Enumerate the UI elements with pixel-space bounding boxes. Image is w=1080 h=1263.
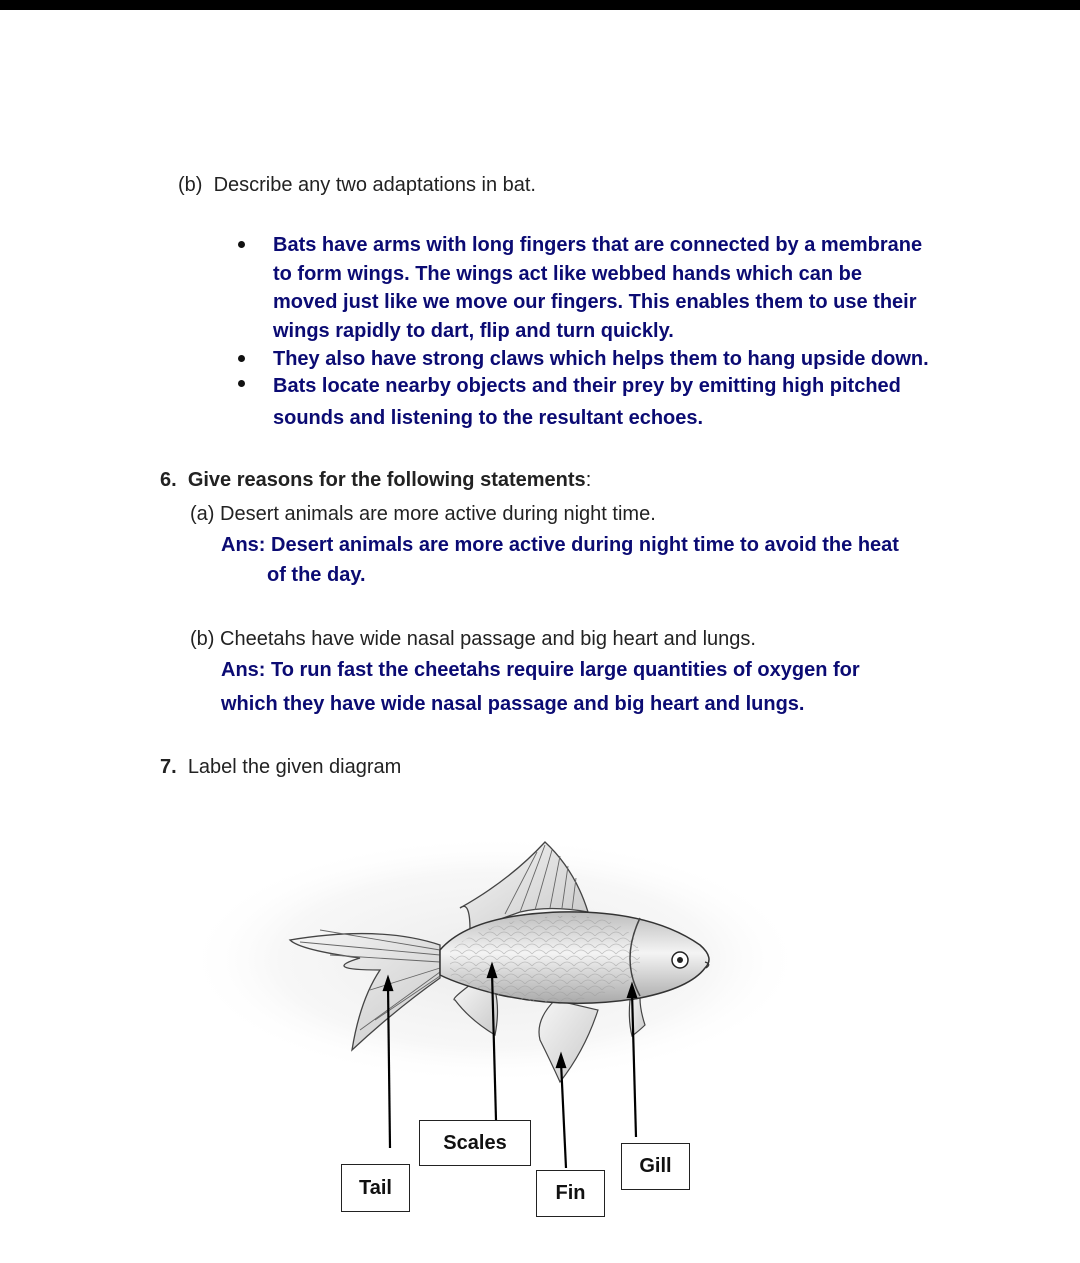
label-fin: Fin xyxy=(536,1170,605,1217)
label-gill: Gill xyxy=(621,1143,690,1190)
label-tail: Tail xyxy=(341,1164,410,1212)
label-scales: Scales xyxy=(419,1120,531,1166)
question-6-title: Give reasons for the following statements xyxy=(187,469,586,491)
answer-line: moved just like we move our fingers. This enables them to use their xyxy=(273,291,917,313)
answer-6b-line1: Ans: To run fast the cheetahs require large quantities of oxygen for xyxy=(221,659,860,681)
question-6a-label: (a) xyxy=(190,503,215,525)
question-7-text: Label the given diagram xyxy=(187,756,402,778)
question-6b-text: Cheetahs have wide nasal passage and big heart and lungs. xyxy=(220,628,756,650)
answer-line: sounds and listening to the resultant echoes. xyxy=(273,407,704,429)
answer-line: to form wings. The wings act like webbed hands which can be xyxy=(273,262,862,285)
answer-6a-line2: of the day. xyxy=(267,564,366,586)
answer-line: Bats locate nearby objects and their prey by emitting high pitched xyxy=(273,375,901,397)
answer-line: wings rapidly to dart, flip and turn quickly. xyxy=(273,319,674,342)
answer-6a-line1: Ans: Desert animals are more active during night time to avoid the heat xyxy=(221,534,899,556)
question-5b-label: (b) xyxy=(178,174,203,196)
question-6b-label: (b) xyxy=(190,628,215,650)
question-6-number: 6. xyxy=(160,469,177,491)
answer-6b-line2: which they have wide nasal passage and big heart and lungs. xyxy=(221,693,805,715)
question-7-number: 7. xyxy=(160,756,177,778)
answer-line: They also have strong claws which helps them to hang upside down. xyxy=(273,348,929,370)
question-5b-text: Describe any two adaptations in bat. xyxy=(213,174,536,196)
question-6-colon: : xyxy=(585,469,592,491)
question-6a-text: Desert animals are more active during night time. xyxy=(220,503,656,525)
answer-line: Bats have arms with long fingers that are connected by a membrane xyxy=(273,234,923,256)
